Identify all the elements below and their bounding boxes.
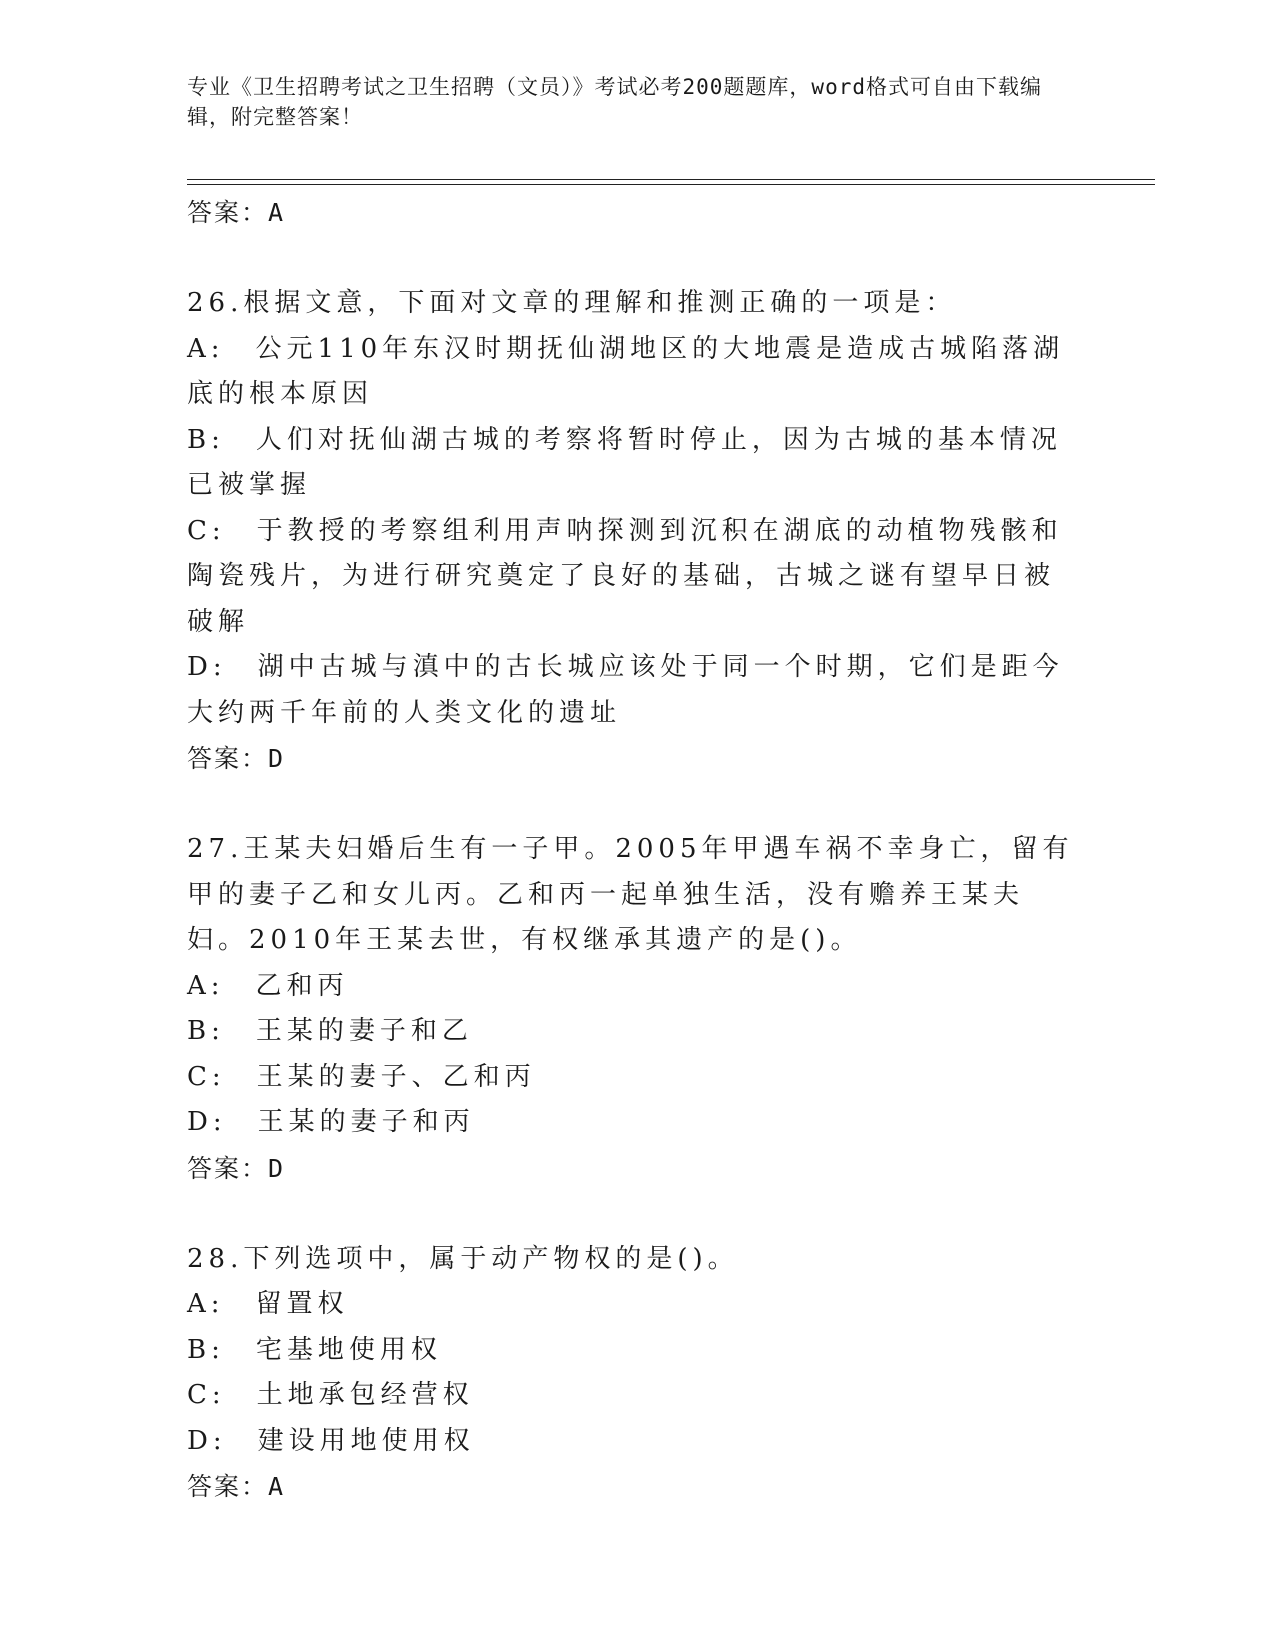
option-b: B: 宅基地使用权 — [187, 1334, 442, 1365]
option-b: B: 人们对抚仙湖古城的考察将暂时停止，因为古城的基本情况已被掌握 — [187, 424, 1062, 500]
option-a: A: 乙和丙 — [187, 970, 349, 1001]
question-stem: 27.王某夫妇婚后生有一子甲。2005年甲遇车祸不幸身亡，留有甲的妻子乙和女儿丙。乙和丙一起单独生活，没有赡养王某夫妇。2010年王某去世，有权继承其遗产的是()。 — [187, 834, 1074, 955]
answer-line — [187, 1464, 1077, 1510]
document-header: 专业《卫生招聘考试之卫生招聘（文员）》考试必考200题题库，word格式可自由下载编辑，附完整答案！ — [187, 75, 1042, 129]
option-b: B: 王某的妻子和乙 — [187, 1016, 473, 1046]
option-d: D: 建设用地使用权 — [187, 1425, 475, 1456]
question-stem: 28.下列选项中，属于动产物权的是()。 — [187, 1243, 739, 1274]
answer-value: A — [268, 198, 286, 227]
answer-line — [187, 190, 1077, 236]
answer-label: 答案： — [187, 1153, 269, 1183]
header-divider-bottom — [187, 184, 1155, 185]
answer-value: A — [268, 1472, 286, 1501]
answer-label: 答案： — [187, 198, 269, 227]
answer-label: 答案： — [187, 1472, 269, 1501]
question-block — [187, 1237, 1077, 1511]
question-block — [187, 281, 1077, 782]
answer-line — [187, 1146, 1077, 1192]
option-a: A: 留置权 — [187, 1289, 349, 1319]
answer-value: D — [268, 744, 286, 773]
option-c: C: 土地承包经营权 — [187, 1380, 474, 1410]
question-stem: 26.根据文意，下面对文章的理解和推测正确的一项是： — [187, 288, 957, 318]
option-c: C: 于教授的考察组利用声呐探测到沉积在湖底的动植物残骸和陶瓷残片，为进行研究奠定了良好的基础，古城之谜有望早日被破解 — [187, 515, 1063, 637]
answer-value: D — [268, 1153, 286, 1183]
option-d: D: 王某的妻子和丙 — [187, 1107, 475, 1137]
question-block — [187, 827, 1077, 1192]
answer-label: 答案： — [187, 744, 269, 773]
option-a: A: 公元110年东汉时期抚仙湖地区的大地震是造成古城陷落湖底的根本原因 — [187, 333, 1065, 409]
answer-line — [187, 736, 1077, 782]
header-divider-top — [187, 179, 1155, 180]
document-body — [187, 190, 1077, 1510]
option-d: D: 湖中古城与滇中的古长城应该处于同一个时期，它们是距今大约两千年前的人类文化的遗址 — [187, 652, 1064, 728]
option-c: C: 王某的妻子、乙和丙 — [187, 1061, 536, 1092]
